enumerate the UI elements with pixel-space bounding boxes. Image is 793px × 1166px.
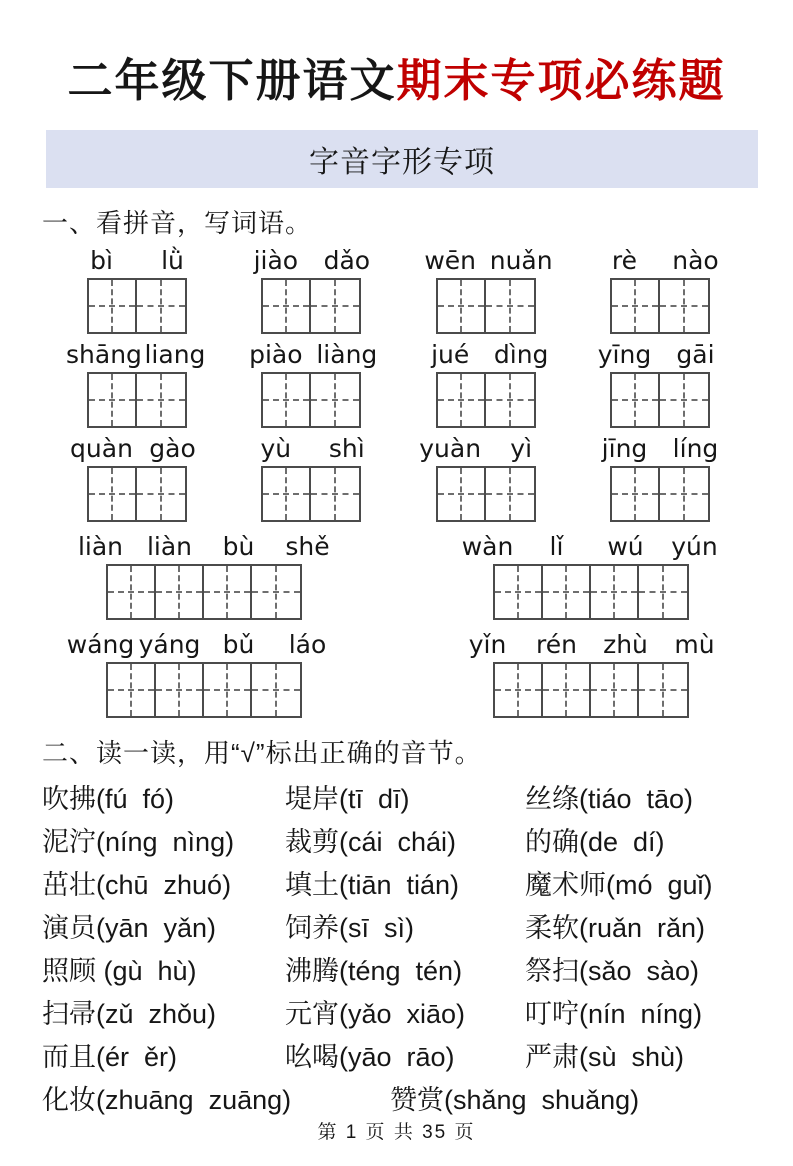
writing-grid <box>106 564 302 620</box>
pinyin-group <box>66 340 208 428</box>
word-item: 吆喝(yāo rāo) <box>285 1042 455 1072</box>
grid-cell <box>660 468 708 520</box>
grid-cell <box>263 468 311 520</box>
grid-cell <box>438 468 486 520</box>
pinyin-group <box>453 630 729 718</box>
pinyin-label <box>453 532 729 561</box>
grid-cell <box>660 374 708 426</box>
grid-cell <box>639 664 687 716</box>
grid-cell <box>137 280 185 332</box>
banner-label: 字音字形专项 <box>309 146 495 179</box>
pinyin-label <box>415 340 557 369</box>
pinyin-syllable: yù <box>260 434 292 463</box>
grid-cell <box>311 374 359 426</box>
pinyin-syllable: gāi <box>676 340 715 369</box>
writing-grid <box>610 278 710 334</box>
pinyin-syllable: piào <box>249 340 303 369</box>
pinyin-syllable: wú <box>607 532 644 561</box>
pinyin-row-2 <box>66 340 731 428</box>
grid-cell <box>486 468 534 520</box>
word-item: 严肃(sù shù) <box>525 1042 685 1072</box>
grid-cell <box>438 280 486 332</box>
pinyin-label <box>66 434 208 463</box>
grid-cell <box>543 566 591 618</box>
pinyin-syllable: shāng <box>66 340 142 369</box>
pinyin-syllable: liàn <box>77 532 124 561</box>
page-title <box>26 44 767 109</box>
pinyin-group <box>415 434 557 522</box>
pinyin-syllable: shě <box>285 532 330 561</box>
grid-cell <box>591 664 639 716</box>
grid-cell <box>495 566 543 618</box>
pinyin-group <box>415 246 557 334</box>
grid-cell <box>612 374 660 426</box>
pinyin-row-5 <box>66 630 729 718</box>
word-item: 裁剪(cái chái) <box>285 827 457 857</box>
grid-cell <box>612 468 660 520</box>
pinyin-group <box>66 434 208 522</box>
grid-cell <box>311 468 359 520</box>
pinyin-label <box>589 340 731 369</box>
word-item: 而且(ér ěr) <box>42 1042 177 1072</box>
word-item: 柔软(ruǎn rǎn) <box>525 913 706 943</box>
pinyin-group <box>453 532 729 620</box>
pinyin-syllable: dìng <box>493 340 549 369</box>
pinyin-group <box>415 340 557 428</box>
pinyin-syllable: quàn <box>70 434 133 463</box>
pinyin-syllable: dǎo <box>323 246 371 275</box>
pinyin-syllable: yì <box>510 434 533 463</box>
grid-cell <box>486 374 534 426</box>
grid-cell <box>204 566 252 618</box>
pinyin-label <box>66 246 208 275</box>
grid-cell <box>89 374 137 426</box>
pinyin-syllable: rén <box>536 630 577 659</box>
pinyin-label <box>415 434 557 463</box>
worksheet-page <box>0 44 793 1166</box>
section-banner <box>46 130 758 188</box>
pinyin-group <box>240 434 382 522</box>
pinyin-label <box>240 246 382 275</box>
word-item: 元宵(yǎo xiāo) <box>285 999 466 1029</box>
writing-grid <box>261 372 361 428</box>
pinyin-syllable: wàn <box>461 532 514 561</box>
pinyin-label <box>589 434 731 463</box>
grid-cell <box>660 280 708 332</box>
pinyin-syllable: jīng <box>601 434 648 463</box>
pinyin-syllable: wáng <box>66 630 135 659</box>
grid-cell <box>486 280 534 332</box>
grid-cell <box>137 468 185 520</box>
word-item: 祭扫(sǎo sào) <box>525 956 700 986</box>
grid-cell <box>137 374 185 426</box>
pinyin-syllable: wēn <box>424 246 476 275</box>
writing-grid <box>436 278 536 334</box>
word-item: 饲养(sī sì) <box>285 913 414 943</box>
word-item: 泥泞(níng nìng) <box>42 827 235 857</box>
pinyin-syllable: liàng <box>316 340 378 369</box>
pinyin-syllable: yáng <box>138 630 201 659</box>
pinyin-label <box>453 630 729 659</box>
writing-grid <box>436 466 536 522</box>
writing-grid <box>610 372 710 428</box>
grid-cell <box>156 566 204 618</box>
pinyin-syllable: láo <box>288 630 327 659</box>
word-item: 魔术师(mó guǐ) <box>525 870 713 900</box>
pinyin-group <box>240 246 382 334</box>
syllable-choice-last-row <box>42 1079 793 1122</box>
pinyin-group <box>589 246 731 334</box>
pinyin-label <box>415 246 557 275</box>
word-item: 演员(yān yǎn) <box>42 913 217 943</box>
word-item: 丝绦(tiáo tāo) <box>525 784 694 814</box>
pinyin-syllable: nào <box>672 246 719 275</box>
page-number: 第 1 页 共 35 页 <box>317 1122 476 1143</box>
pinyin-row-3 <box>66 434 731 522</box>
writing-grid <box>493 564 689 620</box>
grid-cell <box>252 566 300 618</box>
pinyin-syllable: yǐn <box>468 630 507 659</box>
grid-cell <box>263 280 311 332</box>
section2-heading: 二、读一读，用“√”标出正确的音节。 <box>42 738 482 768</box>
pinyin-syllable: yuàn <box>419 434 482 463</box>
writing-grid <box>261 278 361 334</box>
pinyin-syllable: bì <box>90 246 113 275</box>
word-item: 填土(tiān tián) <box>285 870 460 900</box>
word-item: 赞赏(shǎng shuǎng) <box>390 1085 640 1115</box>
word-item: 扫帚(zǔ zhǒu) <box>42 999 217 1029</box>
grid-cell <box>612 280 660 332</box>
pinyin-label <box>240 434 382 463</box>
pinyin-group <box>66 630 342 718</box>
section1-heading: 一、看拼音，写词语。 <box>42 208 313 238</box>
pinyin-syllable: nuǎn <box>489 246 553 275</box>
grid-cell <box>263 374 311 426</box>
grid-cell <box>89 280 137 332</box>
grid-cell <box>156 664 204 716</box>
writing-grid <box>87 372 187 428</box>
pinyin-row-1 <box>66 246 731 334</box>
pinyin-syllable: liàn <box>146 532 193 561</box>
writing-grid <box>493 662 689 718</box>
pinyin-syllable: zhù <box>603 630 648 659</box>
writing-grid <box>106 662 302 718</box>
pinyin-syllable: gào <box>149 434 196 463</box>
word-item: 茁壮(chū zhuó) <box>42 870 232 900</box>
pinyin-group <box>240 340 382 428</box>
pinyin-group <box>66 246 208 334</box>
pinyin-syllable: líng <box>672 434 719 463</box>
grid-cell <box>252 664 300 716</box>
grid-cell <box>495 664 543 716</box>
grid-cell <box>311 280 359 332</box>
word-item: 堤岸(tī dī) <box>285 784 410 814</box>
grid-cell <box>639 566 687 618</box>
title-black-part: 二年级下册语文 <box>67 55 397 106</box>
word-item: 吹拂(fú fó) <box>42 784 175 814</box>
writing-grid <box>436 372 536 428</box>
pinyin-syllable: yún <box>671 532 718 561</box>
pinyin-label <box>589 246 731 275</box>
pinyin-syllable: yīng <box>597 340 652 369</box>
title-red-part: 期末专项必练题 <box>396 55 726 106</box>
pinyin-syllable: lǐ <box>549 532 564 561</box>
syllable-choice-list <box>42 778 793 1079</box>
writing-grid <box>87 278 187 334</box>
word-item: 化妆(zhuāng zuāng) <box>42 1085 292 1115</box>
pinyin-syllable: jiào <box>253 246 299 275</box>
word-item: 沸腾(téng tén) <box>285 956 463 986</box>
grid-cell <box>108 566 156 618</box>
word-item: 照顾 (gù hù) <box>42 956 197 986</box>
grid-cell <box>543 664 591 716</box>
pinyin-syllable: bǔ <box>222 630 255 659</box>
grid-cell <box>89 468 137 520</box>
pinyin-group <box>66 532 342 620</box>
pinyin-group <box>589 340 731 428</box>
grid-cell <box>108 664 156 716</box>
pinyin-syllable: shì <box>328 434 365 463</box>
pinyin-label <box>240 340 382 369</box>
pinyin-label <box>66 532 342 561</box>
pinyin-syllable: lǜ <box>161 246 184 275</box>
writing-grid <box>261 466 361 522</box>
pinyin-label <box>66 630 342 659</box>
pinyin-group <box>589 434 731 522</box>
pinyin-syllable: rè <box>611 246 638 275</box>
pinyin-label <box>66 340 208 369</box>
pinyin-syllable: mù <box>674 630 715 659</box>
grid-cell <box>438 374 486 426</box>
writing-grid <box>610 466 710 522</box>
word-item: 叮咛(nín níng) <box>525 999 703 1029</box>
pinyin-syllable: jué <box>431 340 470 369</box>
word-item: 的确(de dí) <box>525 827 665 857</box>
writing-grid <box>87 466 187 522</box>
grid-cell <box>204 664 252 716</box>
pinyin-syllable: bù <box>222 532 255 561</box>
pinyin-syllable: liang <box>144 340 206 369</box>
pinyin-row-4 <box>66 532 729 620</box>
grid-cell <box>591 566 639 618</box>
